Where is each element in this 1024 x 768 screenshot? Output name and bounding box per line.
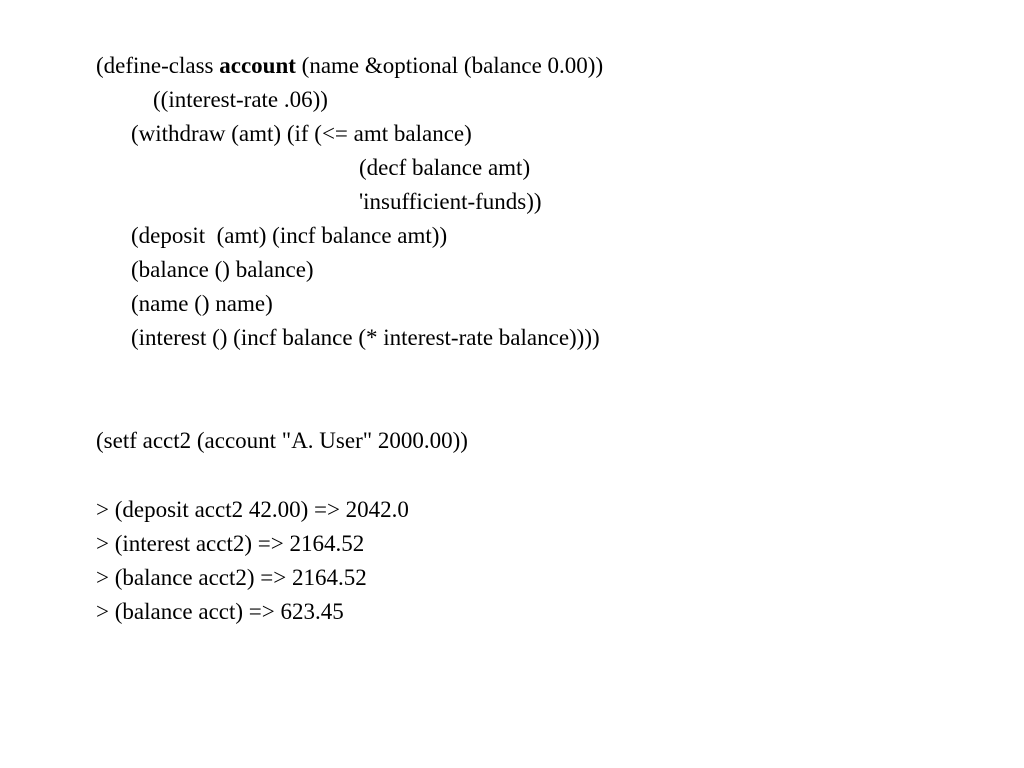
code-line-interest-rate-slot: ((interest-rate .06)) <box>153 87 328 112</box>
code-line-withdraw-method: (withdraw (amt) (if (<= amt balance) <box>131 121 472 146</box>
repl-output-line: > (interest acct2) => 2164.52 <box>96 531 365 556</box>
define-class-prefix: (define-class <box>96 53 220 78</box>
code-line-insufficient-funds: 'insufficient-funds)) <box>359 189 542 214</box>
code-line-define-class <box>96 52 603 80</box>
code-line-interest-method: (interest () (incf balance (* interest-rate balance)))) <box>131 325 600 350</box>
repl-output-line: > (balance acct2) => 2164.52 <box>96 565 367 590</box>
code-line-decf-balance: (decf balance amt) <box>359 155 531 180</box>
code-line-name-method: (name () name) <box>131 291 273 316</box>
class-name: account <box>219 53 296 78</box>
code-line-balance-method: (balance () balance) <box>131 257 314 282</box>
code-line-setf-instance: (setf acct2 (account "A. User" 2000.00)) <box>96 428 468 453</box>
repl-output-line: > (balance acct) => 623.45 <box>96 599 344 624</box>
code-line-deposit-method: (deposit (amt) (incf balance amt)) <box>131 223 448 248</box>
repl-output-line: > (deposit acct2 42.00) => 2042.0 <box>96 497 409 522</box>
define-class-suffix: (name &optional (balance 0.00)) <box>295 53 604 78</box>
